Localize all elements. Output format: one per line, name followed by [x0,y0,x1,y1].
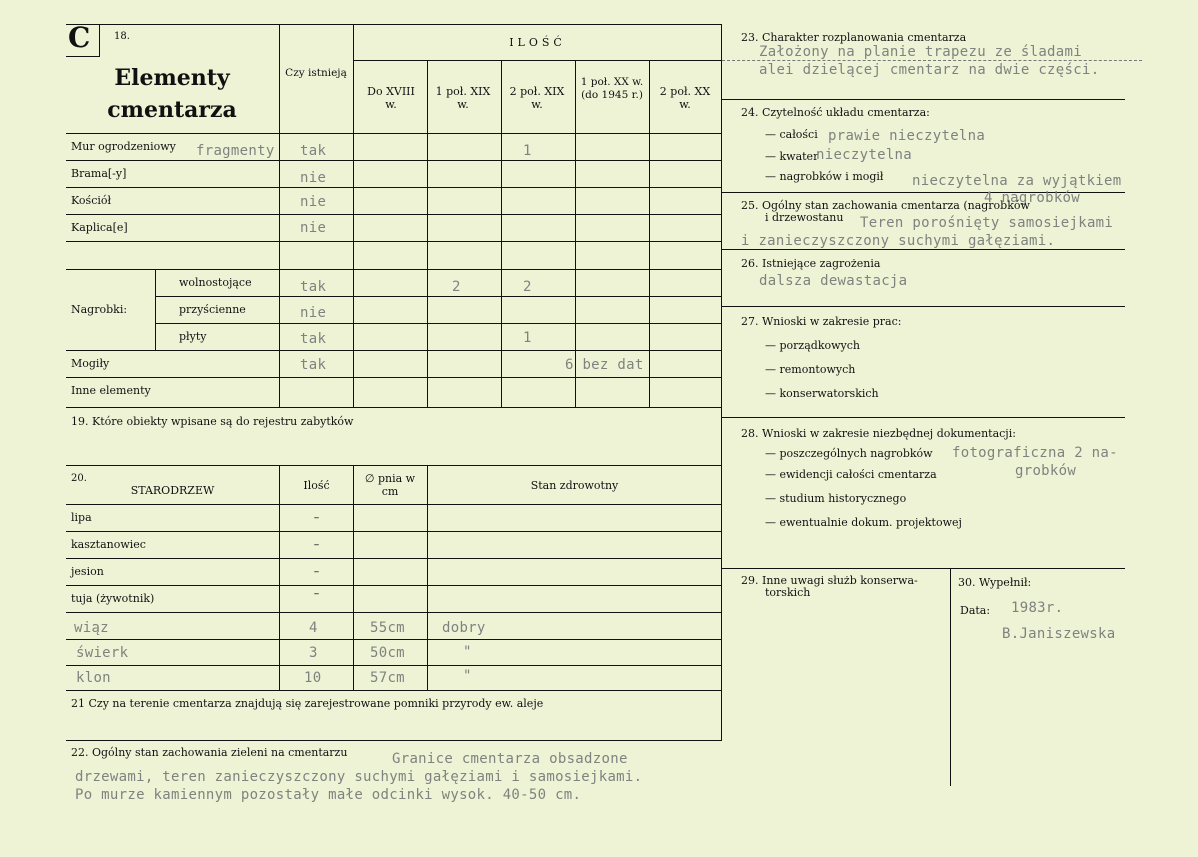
q26-label: 26. Istniejące zagrożenia [741,257,881,270]
rule-tree-0 [66,504,722,505]
tree-name-ash: jesion [71,565,104,578]
tree-name-thuja: tuja (żywotnik) [71,592,155,605]
rule-tree-6 [66,665,722,666]
q23-line-1: Założony na planie trapezu ze śladami [759,44,1082,60]
wall-exists: tak [300,143,327,159]
row-sublabel-slabs: płyty [179,330,207,343]
q30-date-label: Data: [960,604,991,617]
q30-name: B.Janiszewska [1002,626,1116,642]
rule-row-8 [66,350,722,351]
rule-row-6 [155,296,722,297]
row-label-tombstones: Nagrobki: [71,303,128,316]
rule-row-2 [66,187,722,188]
trees-header: STARODRZEW [130,484,215,497]
chapel-exists: nie [300,220,327,236]
q22-label: 22. Ogólny stan zachowania zieleni na cmentarzu [71,746,348,759]
tree-qty-maple: 10 [304,670,322,686]
trees-col-qty: Ilość [303,479,330,492]
graves-note: 6 bez dat [565,357,644,373]
wall-note: fragmenty [196,143,275,159]
rule-row-7 [155,323,722,324]
rule-19 [66,465,722,466]
row-label-church: Kościół [71,194,112,207]
q24-label: 24. Czytelność układu cmentarza: [741,106,930,119]
section-letter: C [68,21,91,54]
q19-label: 19. Które obiekty wpisane są do rejestru zabytków [71,415,354,428]
rule-21 [66,740,722,741]
period-header-2: 1 poł. XIX w. [435,85,491,111]
row-label-gate: Brama[-y] [71,167,127,180]
tree-diam-elm: 55cm [370,620,405,636]
slabs-exists: tak [300,331,327,347]
q30-label: 30. Wypełnił: [958,576,1032,589]
row-sublabel-wall: przyścienne [179,303,246,316]
rule-row-4 [66,241,722,242]
q24-b-label: — kwater [765,150,819,163]
rule-row-3 [66,214,722,215]
slabs-p3: 1 [523,330,532,346]
trees-col-diam: ∅ pnia w cm [364,472,416,498]
rule-tree-5 [66,639,722,640]
wall-tombs-exists: nie [300,305,327,321]
rule-row-0 [66,133,722,134]
q28-label: 28. Wnioski w zakresie niezbędnej dokumentacji: [741,427,1016,440]
vline-tree-diam [353,465,354,690]
tree-qty-thuja: – [313,587,320,600]
tree-qty-spruce: 3 [309,645,318,661]
rule-27 [722,417,1125,418]
q28-value-1: fotograficzna 2 na- [952,445,1118,461]
freestanding-p2: 2 [452,279,461,295]
freestanding-p3: 2 [523,279,532,295]
tree-qty-ash: – [313,565,320,578]
row-sublabel-freestanding: wolnostojące [179,276,252,289]
church-exists: nie [300,194,327,210]
rule-quantity [354,60,721,61]
title-line-1: Elementy [114,65,230,91]
tree-name-maple: klon [76,670,111,686]
q26-value: dalsza dewastacja [759,273,908,289]
tree-qty-lime: – [313,511,320,524]
row-label-wall: Mur ogrodzeniowy [71,140,176,153]
trees-col-health: Stan zdrowotny [530,479,619,492]
q25-line-1: Teren porośnięty samosiejkami [860,215,1114,231]
q27-label: 27. Wnioski w zakresie prac: [741,315,902,328]
q27-item-2: — remontowych [765,363,856,376]
rule-row-9 [66,377,722,378]
tree-diam-maple: 57cm [370,670,405,686]
q25-label-1: 25. Ogólny stan zachowania cmentarza (nagrobków [741,199,1030,212]
vline-p1 [427,60,428,407]
q28-item-2: — ewidencji całości cmentarza [765,468,937,481]
rule-tree-4 [66,612,722,613]
q22-line-2: drzewami, teren zanieczyszczony suchymi gałęziami i samosiejkami. [75,769,643,785]
tree-health-spruce: " [463,644,472,660]
title-line-2: cmentarza [107,97,237,123]
trees-num: 20. [71,473,87,484]
q22-line-3: Po murze kamiennym pozostały małe odcinki wysok. 40-50 cm. [75,787,582,803]
rule-26 [722,306,1125,307]
q23-line-2: alei dzielącej cmentarz na dwie części. [759,62,1100,78]
q23-label: 23. Charakter rozplanowania cmentarza [741,31,967,44]
gate-exists: nie [300,170,327,186]
q24-b-value: nieczytelna [816,147,913,163]
period-header-3: 2 poł. XIX w. [509,85,565,111]
tree-health-maple: " [463,668,472,684]
q28-item-3: — studium historycznego [765,492,907,505]
vline-p3 [575,60,576,407]
rule-23 [722,99,1125,100]
q29-label-2: torskich [765,586,811,599]
rule-tree-7 [66,690,722,691]
vline-p2 [501,60,502,407]
vline-p4 [649,60,650,407]
tree-health-elm: dobry [442,620,486,636]
rule-row-1 [66,160,722,161]
rule-top-left [66,24,722,25]
q25-line-2: i zanieczyszczony suchymi gałęziami. [741,233,1056,249]
tree-qty-chestnut: – [313,538,320,551]
tree-diam-spruce: 50cm [370,645,405,661]
rule-row-10 [66,407,722,408]
q27-item-1: — porządkowych [765,339,860,352]
q24-a-value: prawie nieczytelna [828,128,986,144]
tree-name-elm: wiąz [74,620,109,636]
rule-28 [722,568,1125,569]
q24-c-value: nieczytelna za wyjątkiem [912,173,1122,189]
rule-25 [722,249,1125,250]
vline-tree-health [427,465,428,690]
col-quantity-header: ILOŚĆ [509,36,566,49]
tree-name-spruce: świerk [76,645,129,661]
rule-tree-2 [66,558,722,559]
q27-item-3: — konserwatorskich [765,387,879,400]
vline-29-30 [950,568,951,786]
rule-tree-1 [66,531,722,532]
q28-value-2: grobków [1015,463,1077,479]
q22-line-1: Granice cmentarza obsadzone [392,751,628,767]
tree-name-lime: lipa [71,511,92,524]
period-header-1: Do XVIII w. [367,85,415,111]
q24-c-label: — nagrobków i mogił [765,170,884,183]
section-number: 18. [114,31,130,42]
q24-c-value-2: 4 nagrobków [984,190,1081,206]
graves-exists: tak [300,357,327,373]
col-exists-header: Czy istnieją [285,67,347,79]
wall-p3: 1 [523,143,532,159]
row-label-graves: Mogiły [71,357,110,370]
q28-item-4: — ewentualnie dokum. projektowej [765,516,962,529]
vline-nagrobki [155,269,156,350]
q25-label-2: i drzewostanu [765,211,844,224]
dash-23 [722,60,1142,61]
tree-qty-elm: 4 [309,620,318,636]
q28-item-1: — poszczególnych nagrobków [765,447,933,460]
tree-name-chestnut: kasztanowiec [71,538,146,551]
period-header-4: 1 poł. XX w. (do 1945 r.) [580,76,644,101]
period-header-5: 2 poł. XX w. [659,85,711,111]
rule-left-col [721,24,722,741]
freestanding-exists: tak [300,279,327,295]
q29-label-1: 29. Inne uwagi służb konserwa- [741,574,918,587]
rule-row-5 [66,269,722,270]
row-label-chapel: Kaplica[e] [71,221,128,234]
rule-tree-3 [66,585,722,586]
q21-label: 21 Czy na terenie cmentarza znajdują się zarejestrowane pomniki przyrody ew. aleje [71,697,544,710]
row-label-other: Inne elementy [71,384,151,397]
q24-a-label: — całości [765,128,818,141]
q30-date-value: 1983r. [1011,600,1064,616]
